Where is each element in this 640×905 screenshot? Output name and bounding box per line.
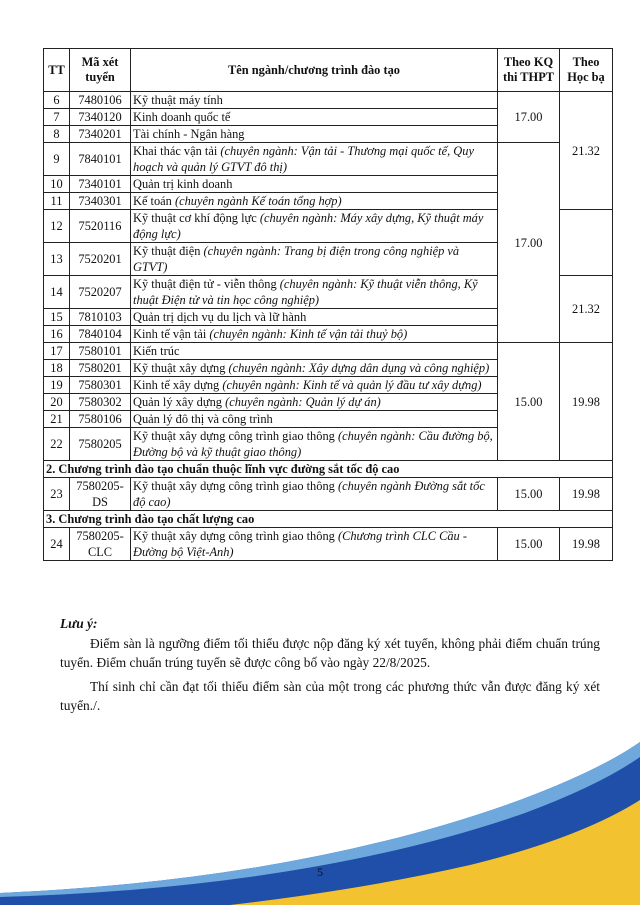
notes-paragraph-2: Thí sinh chỉ cần đạt tối thiểu điểm sàn của một trong các phương thức vẫn được đăng ký xét tuyển./.: [60, 679, 600, 713]
program-name: Quản trị dịch vụ du lịch và lữ hành: [133, 310, 307, 324]
row-tt: 6: [44, 92, 70, 109]
program-name: Tài chính - Ngân hàng: [133, 127, 245, 141]
program-spec: (chuyên ngành Kế toán tổng hợp): [174, 194, 342, 208]
row-code: 7480106: [70, 92, 131, 109]
score-hocba: 21.32: [560, 92, 613, 210]
row-tt: 23: [44, 478, 70, 511]
program-name: Kinh tế xây dựng: [133, 378, 223, 392]
section-3-heading: 3. Chương trình đào tạo chất lượng cao: [44, 511, 613, 528]
section-2-heading: 2. Chương trình đào tạo chuẩn thuộc lĩnh vực đường sắt tốc độ cao: [44, 461, 613, 478]
program-name: Kinh tế vận tải: [133, 327, 210, 341]
program-name: Kỹ thuật cơ khí động lực: [133, 211, 260, 225]
program-spec: (chuyên ngành: Máy xây dựng, Kỹ thuật máy động lực): [133, 211, 484, 241]
program-spec: (chuyên ngành: Kinh tế vận tải thuỷ bộ): [209, 327, 408, 341]
row-code: 7520201: [70, 243, 131, 276]
row-tt: 24: [44, 528, 70, 561]
row-code: 7580205-DS: [70, 478, 131, 511]
row-code: 7580205-CLC: [70, 528, 131, 561]
row-code: 7520207: [70, 276, 131, 309]
program-name: Kỹ thuật máy tính: [133, 93, 223, 107]
program-name: Khai thác vận tải: [133, 144, 221, 158]
program-name: Kế toán: [133, 194, 175, 208]
program-name: Kỹ thuật xây dựng công trình giao thông: [133, 479, 338, 493]
score-thpt: 15.00: [498, 343, 560, 461]
row-tt: 14: [44, 276, 70, 309]
program-name: Quản trị kinh doanh: [133, 177, 233, 191]
header-thpt: Theo KQ thi THPT: [498, 49, 560, 92]
row-tt: 20: [44, 394, 70, 411]
program-name: Kỹ thuật xây dựng công trình giao thông: [133, 529, 338, 543]
program-name: Kiến trúc: [133, 344, 180, 358]
score-hocba: 19.98: [560, 478, 613, 511]
score-hocba: 21.32: [560, 276, 613, 343]
program-spec: (chuyên ngành: Vận tải - Thương mại quốc tế, Quy hoạch và quản lý GTVT đô thị): [133, 144, 474, 174]
header-tt: TT: [44, 49, 70, 92]
row-code: 7840104: [70, 326, 131, 343]
row-code: 7580101: [70, 343, 131, 360]
row-code: 7580106: [70, 411, 131, 428]
row-tt: 18: [44, 360, 70, 377]
program-name: Kỹ thuật xây dựng: [133, 361, 229, 375]
row-tt: 17: [44, 343, 70, 360]
row-tt: 7: [44, 109, 70, 126]
row-tt: 19: [44, 377, 70, 394]
header-name: Tên ngành/chương trình đào tạo: [131, 49, 498, 92]
row-code: 7840101: [70, 143, 131, 176]
row-tt: 22: [44, 428, 70, 461]
row-code: 7520116: [70, 210, 131, 243]
program-name: Quản lý xây dựng: [133, 395, 226, 409]
row-code: 7340101: [70, 176, 131, 193]
notes-paragraph-1: Điểm sàn là ngưỡng điểm tối thiểu được nộp đăng ký xét tuyển, không phải điểm chuẩn trúng tuyển. Điểm chuẩn trúng tuyển sẽ được công bố vào ngày 22/8/2025.: [60, 636, 600, 670]
score-thpt: 15.00: [498, 478, 560, 511]
program-spec: (chuyên ngành: Trang bị điện trong công nghiệp và GTVT): [133, 244, 460, 274]
score-thpt: 17.00: [498, 92, 560, 143]
row-code: 7580201: [70, 360, 131, 377]
score-hocba: 19.98: [560, 343, 613, 461]
row-code: 7340301: [70, 193, 131, 210]
score-hocba: 19.98: [560, 528, 613, 561]
program-spec: (Chương trình CLC Cầu - Đường bộ Việt-Anh): [133, 529, 467, 559]
program-spec: (chuyên ngành: Xây dựng dân dụng và công nghiệp): [228, 361, 490, 375]
page-number: 5: [317, 865, 323, 879]
row-code: 7580205: [70, 428, 131, 461]
row-code: 7340201: [70, 126, 131, 143]
program-name: Kinh doanh quốc tế: [133, 110, 231, 124]
row-code: 7340120: [70, 109, 131, 126]
program-spec: (chuyên ngành: Cầu đường bộ, Đường bộ và kỹ thuật giao thông): [133, 429, 493, 459]
program-spec: (chuyên ngành: Quản lý dự án): [225, 395, 381, 409]
row-code: 7810103: [70, 309, 131, 326]
program-name: Kỹ thuật điện: [133, 244, 204, 258]
header-hocba: Theo Học bạ: [560, 49, 613, 92]
row-tt: 9: [44, 143, 70, 176]
row-tt: 16: [44, 326, 70, 343]
row-tt: 13: [44, 243, 70, 276]
row-code: 7580302: [70, 394, 131, 411]
score-thpt: 17.00: [498, 143, 560, 343]
program-name: Kỹ thuật xây dựng công trình giao thông: [133, 429, 338, 443]
row-tt: 10: [44, 176, 70, 193]
row-tt: 12: [44, 210, 70, 243]
program-spec: (chuyên ngành: Kỹ thuật viễn thông, Kỹ thuật Điện tử và tin học công nghiệp): [133, 277, 478, 307]
score-thpt: 15.00: [498, 528, 560, 561]
program-name: Kỹ thuật điện tử - viễn thông: [133, 277, 280, 291]
row-tt: 21: [44, 411, 70, 428]
row-tt: 8: [44, 126, 70, 143]
row-tt: 11: [44, 193, 70, 210]
program-name: Quản lý đô thị và công trình: [133, 412, 273, 426]
row-code: 7580301: [70, 377, 131, 394]
header-code: Mã xét tuyển: [70, 49, 131, 92]
program-spec: (chuyên ngành: Kinh tế và quản lý đầu tư xây dựng): [222, 378, 482, 392]
notes-lead: Lưu ý:: [60, 616, 98, 631]
row-tt: 15: [44, 309, 70, 326]
program-spec: (chuyên ngành Đường sắt tốc độ cao): [133, 479, 485, 509]
